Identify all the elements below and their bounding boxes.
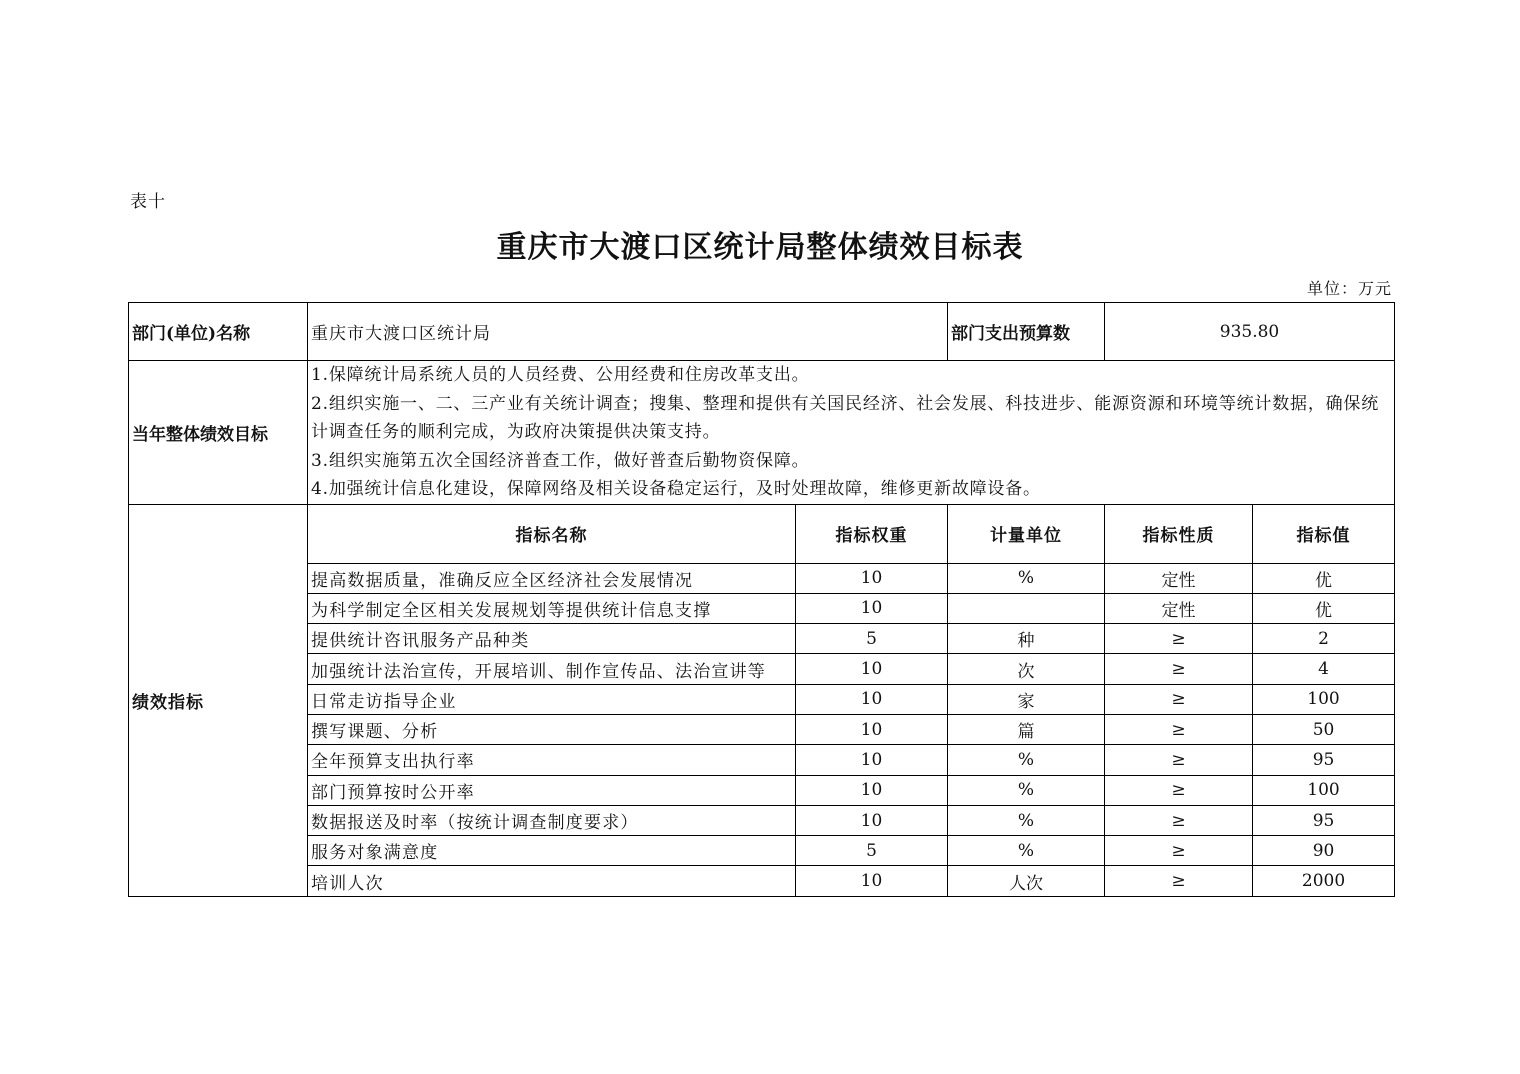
header-indicator-name: 指标名称 (308, 504, 796, 563)
indicator-value: 95 (1253, 805, 1395, 835)
table-row (129, 563, 1395, 593)
indicator-weight: 10 (796, 714, 948, 744)
indicator-unit (948, 593, 1105, 623)
table-row (129, 714, 1395, 744)
indicator-weight: 10 (796, 654, 948, 684)
indicator-name: 撰写课题、分析 (308, 714, 796, 744)
indicator-nature: ≥ (1105, 775, 1253, 805)
indicator-value: 90 (1253, 836, 1395, 866)
department-name: 重庆市大渡口区统计局 (308, 303, 948, 361)
page-title: 重庆市大渡口区统计局整体绩效目标表 (496, 230, 1024, 265)
indicator-value: 2 (1253, 624, 1395, 654)
indicator-name: 提供统计咨讯服务产品种类 (308, 624, 796, 654)
indicator-header-row (129, 504, 1395, 563)
goals-content (308, 361, 1395, 505)
unit-note: 单位：万元 (1306, 279, 1392, 298)
table-row (129, 805, 1395, 835)
indicator-weight: 10 (796, 684, 948, 714)
table-number-label: 表十 (130, 192, 166, 212)
header-indicator-weight: 指标权重 (796, 504, 948, 563)
table-row (129, 836, 1395, 866)
indicator-unit: 种 (948, 624, 1105, 654)
indicator-weight: 10 (796, 866, 948, 896)
goal-line: 3.组织实施第五次全国经济普查工作，做好普查后勤物资保障。 (311, 450, 810, 471)
indicator-unit: % (948, 775, 1105, 805)
indicator-name: 为科学制定全区相关发展规划等提供统计信息支撑 (308, 593, 796, 623)
indicator-nature: ≥ (1105, 714, 1253, 744)
indicator-weight: 10 (796, 775, 948, 805)
indicator-weight: 10 (796, 745, 948, 775)
indicators-label: 绩效指标 (129, 504, 308, 896)
indicator-unit: 次 (948, 654, 1105, 684)
indicator-weight: 10 (796, 563, 948, 593)
indicator-name: 服务对象满意度 (308, 836, 796, 866)
indicator-unit: 家 (948, 684, 1105, 714)
indicator-nature: ≥ (1105, 654, 1253, 684)
indicator-unit: 篇 (948, 714, 1105, 744)
indicator-name: 日常走访指导企业 (308, 684, 796, 714)
indicator-name: 数据报送及时率（按统计调查制度要求） (308, 805, 796, 835)
indicator-nature: ≥ (1105, 745, 1253, 775)
goal-line: 计调查任务的顺利完成，为政府决策提供决策支持。 (311, 422, 721, 442)
indicator-value: 2000 (1253, 866, 1395, 896)
indicator-nature: ≥ (1105, 624, 1253, 654)
header-unit: 计量单位 (948, 504, 1105, 563)
indicator-nature: 定性 (1105, 563, 1253, 593)
header-nature: 指标性质 (1105, 504, 1253, 563)
indicator-unit: 人次 (948, 866, 1105, 896)
indicator-name: 加强统计法治宣传，开展培训、制作宣传品、法治宣讲等 (308, 654, 796, 684)
indicator-nature: ≥ (1105, 805, 1253, 835)
indicator-value: 100 (1253, 684, 1395, 714)
indicator-value: 100 (1253, 775, 1395, 805)
indicator-name: 全年预算支出执行率 (308, 745, 796, 775)
goal-line: 4.加强统计信息化建设，保障网络及相关设备稳定运行，及时处理故障，维修更新故障设备。 (311, 479, 1041, 499)
table-row (129, 654, 1395, 684)
indicator-value: 优 (1253, 563, 1395, 593)
indicator-unit: % (948, 563, 1105, 593)
goal-line: 2.组织实施一、二、三产业有关统计调查；搜集、整理和提供有关国民经济、社会发展、科技进步、能源资源和环境等统计数据，确保统 (311, 393, 1380, 414)
indicator-name: 培训人次 (308, 866, 796, 896)
indicator-nature: ≥ (1105, 684, 1253, 714)
indicator-nature: 定性 (1105, 593, 1253, 623)
table-row (129, 593, 1395, 623)
indicator-weight: 10 (796, 805, 948, 835)
indicator-name: 提高数据质量，准确反应全区经济社会发展情况 (308, 563, 796, 593)
table-row (129, 624, 1395, 654)
indicator-value: 95 (1253, 745, 1395, 775)
goals-label: 当年整体绩效目标 (129, 361, 308, 505)
table-row (129, 866, 1395, 896)
indicator-name: 部门预算按时公开率 (308, 775, 796, 805)
indicator-unit: % (948, 836, 1105, 866)
indicator-value: 优 (1253, 593, 1395, 623)
indicator-nature: ≥ (1105, 866, 1253, 896)
table-row (129, 684, 1395, 714)
header-value: 指标值 (1253, 504, 1395, 563)
budget-value: 935.80 (1105, 303, 1395, 361)
department-row (129, 303, 1395, 361)
indicator-weight: 10 (796, 593, 948, 623)
performance-target-table (128, 302, 1395, 897)
indicator-weight: 5 (796, 624, 948, 654)
indicator-value: 50 (1253, 714, 1395, 744)
goal-line: 1.保障统计局系统人员的人员经费、公用经费和住房改革支出。 (311, 365, 810, 385)
indicator-value: 4 (1253, 654, 1395, 684)
department-label: 部门(单位)名称 (129, 303, 308, 361)
table-row (129, 775, 1395, 805)
indicator-unit: % (948, 745, 1105, 775)
goals-row (129, 361, 1395, 505)
indicator-unit: % (948, 805, 1105, 835)
indicator-weight: 5 (796, 836, 948, 866)
budget-label: 部门支出预算数 (948, 303, 1105, 361)
indicator-nature: ≥ (1105, 836, 1253, 866)
table-row (129, 745, 1395, 775)
